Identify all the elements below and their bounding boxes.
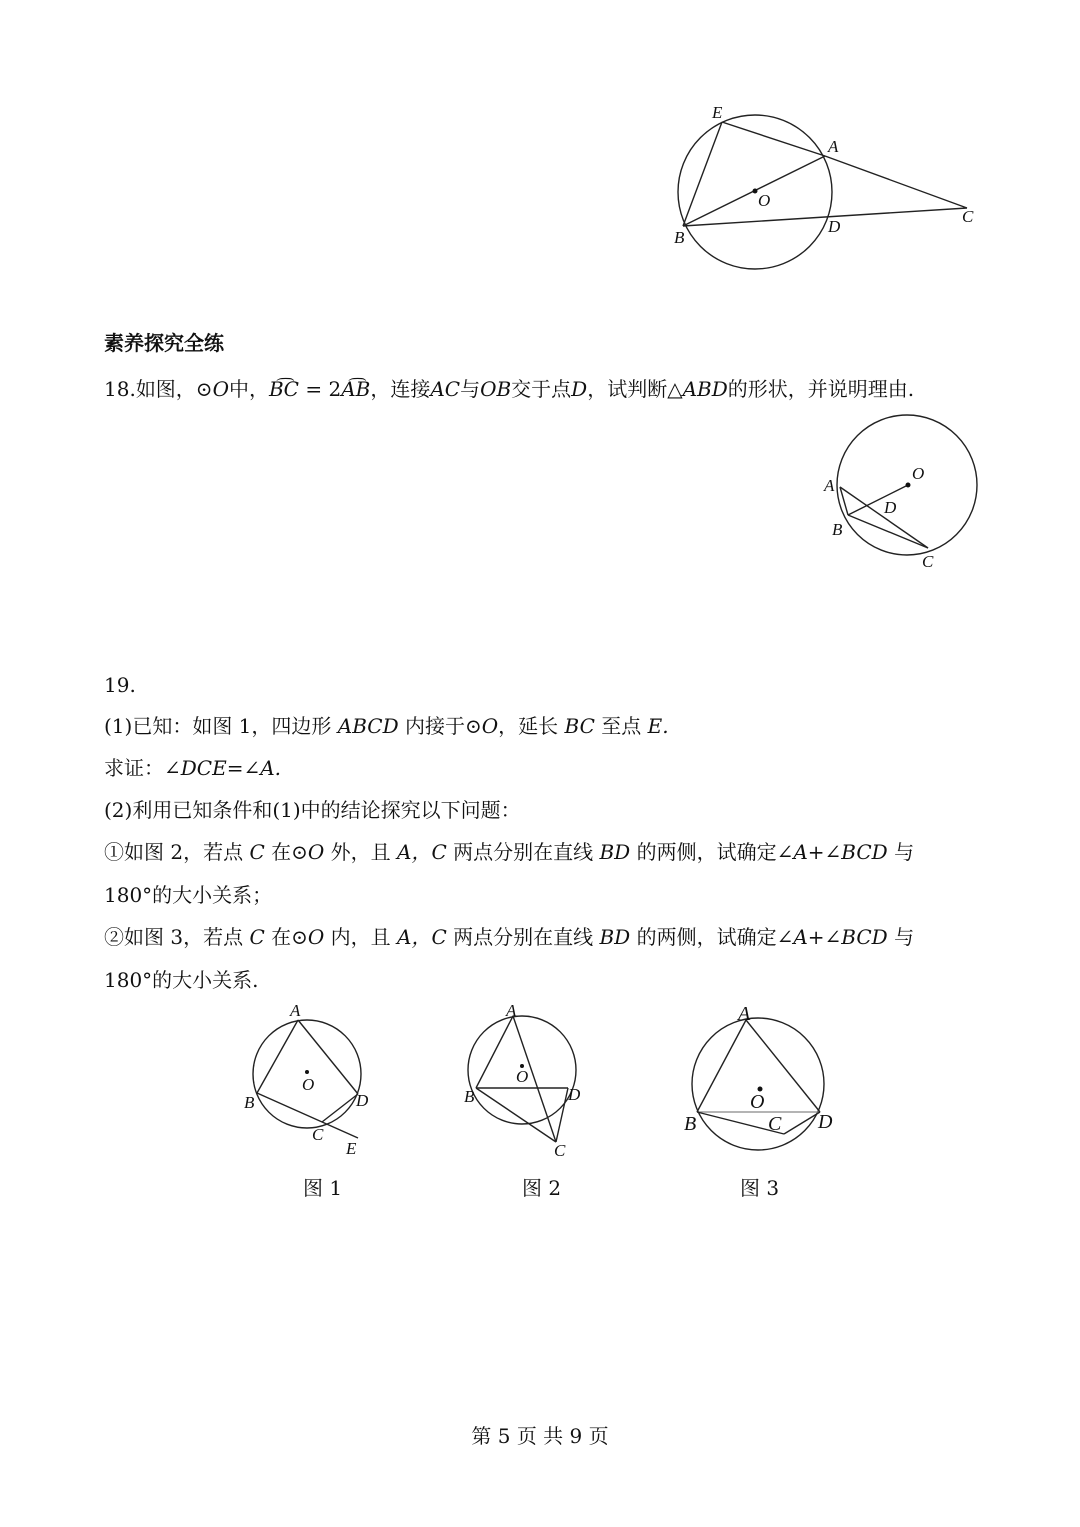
segment-ab xyxy=(257,1020,298,1093)
segment-bc xyxy=(476,1088,556,1142)
label-b: B xyxy=(244,1093,255,1112)
q19-number: 19. xyxy=(104,673,136,697)
label-o: O xyxy=(302,1075,315,1094)
label-b: B xyxy=(684,1113,697,1135)
q18-ac: AC xyxy=(430,377,461,401)
q19-case1-ac: A，C xyxy=(397,840,447,864)
section-title: 素养探究全练 xyxy=(104,331,224,355)
q19-case1-line2: 180°的大小关系； xyxy=(104,883,273,907)
q18-number: 18. xyxy=(104,377,136,401)
q19-case1-text-e: 两点分别在直线 xyxy=(446,840,600,864)
segment-ea xyxy=(722,122,825,156)
label-c: C xyxy=(922,552,934,571)
q19-proof xyxy=(104,753,281,783)
label-e: E xyxy=(712,103,723,122)
q19-case2-ac: A，C xyxy=(397,925,447,949)
q19-part1 xyxy=(104,711,669,741)
q19-case1-text-b: 在⊙ xyxy=(264,840,308,864)
q19-case1-expr: A+∠BCD xyxy=(793,840,888,864)
q18-text-3: = 2 xyxy=(298,377,342,401)
center-point xyxy=(753,189,758,194)
segment-dc xyxy=(322,1094,358,1122)
q18-text-1: 如图，⊙ xyxy=(135,377,213,401)
q19-part1-text-d: 至点 xyxy=(594,714,648,738)
label-a: A xyxy=(506,1001,517,1020)
label-a: A xyxy=(290,1001,301,1020)
center-point xyxy=(906,483,911,488)
segment-ab xyxy=(697,1020,746,1112)
label-a: A xyxy=(738,1003,751,1025)
label-a: A xyxy=(828,137,839,156)
q18-d: D xyxy=(571,377,588,401)
figure-2-caption: 图 2 xyxy=(522,1176,562,1200)
label-c: C xyxy=(554,1141,566,1160)
label-e: E xyxy=(346,1139,357,1158)
q19-case1-bd: BD xyxy=(599,840,631,864)
q18-ob: OB xyxy=(480,377,512,401)
label-b: B xyxy=(464,1087,475,1106)
q18-text-8: 的形状，并说明理由. xyxy=(727,377,915,401)
q19-case1 xyxy=(104,837,914,867)
q19-case2-bd: BD xyxy=(599,925,631,949)
q19-part1-text-a: (1)已知：如图 1，四边形 xyxy=(104,714,338,738)
q19-case2-c: C xyxy=(249,925,265,949)
label-o: O xyxy=(750,1091,765,1113)
label-d: D xyxy=(568,1085,581,1104)
figure-3 xyxy=(680,1000,840,1160)
center-point xyxy=(305,1070,309,1074)
segment-ab xyxy=(476,1016,513,1088)
q19-case1-c: C xyxy=(249,840,265,864)
label-d: D xyxy=(356,1091,369,1110)
segment-dc xyxy=(784,1112,820,1134)
q19-case2-text-b: 在⊙ xyxy=(264,925,308,949)
q19-case2-text-e: 两点分别在直线 xyxy=(446,925,600,949)
q19-part1-text-b: 内接于⊙ xyxy=(398,714,482,738)
q19-case2-text-d: 内，且 xyxy=(324,925,398,949)
page-footer: 第 5 页 共 9 页 xyxy=(471,1424,609,1448)
q18-text-2: 中， xyxy=(228,377,269,401)
q18-text-7: ，试判断△ xyxy=(587,377,683,401)
q18-text-6: 交于点 xyxy=(511,377,572,401)
q19-bc: BC xyxy=(564,714,595,738)
q19-case2-text-a: ②如图 3，若点 xyxy=(104,925,250,949)
q18-text-5: 与 xyxy=(460,377,481,401)
q18-text-4: ，连接 xyxy=(370,377,431,401)
label-o: O xyxy=(912,464,925,483)
label-d: D xyxy=(818,1111,833,1133)
label-d: D xyxy=(884,498,897,517)
q19-abcd: ABCD xyxy=(337,714,399,738)
q19-case2-text-f: 的两侧，试确定∠ xyxy=(630,925,794,949)
segment-ac xyxy=(825,156,967,208)
label-o: O xyxy=(758,191,771,210)
q19-case1-o: O xyxy=(307,840,325,864)
figure-2 xyxy=(458,1000,598,1160)
q19-case2-o: O xyxy=(307,925,325,949)
label-d: D xyxy=(828,217,841,236)
label-b: B xyxy=(832,520,843,539)
q19-case2-text-g: 与 xyxy=(887,925,915,949)
q19-proof-text-b: =∠ xyxy=(226,756,261,780)
figure-3-caption: 图 3 xyxy=(740,1176,780,1200)
top-circle-figure xyxy=(670,100,990,280)
q19-o: O xyxy=(481,714,499,738)
q19-case1-text-f: 的两侧，试确定∠ xyxy=(630,840,794,864)
q19-case1-text-a: ①如图 2，若点 xyxy=(104,840,250,864)
q19-case2-line2: 180°的大小关系. xyxy=(104,968,259,992)
label-c: C xyxy=(962,207,974,226)
q18-arc-bc: B͡C xyxy=(268,377,299,401)
q19-proof-text-a: 求证：∠ xyxy=(104,756,181,780)
q19-case1-text-g: 与 xyxy=(887,840,915,864)
q18-o: O xyxy=(212,377,229,401)
label-b: B xyxy=(674,228,685,247)
q18-abd: ABD xyxy=(682,377,728,401)
figure-1-caption: 图 1 xyxy=(303,1176,343,1200)
figure-1 xyxy=(240,1000,380,1160)
segment-bo xyxy=(848,485,908,515)
q19-proof-a: A. xyxy=(260,756,282,780)
q19-part1-text-c: ，延长 xyxy=(498,714,565,738)
label-c: C xyxy=(312,1125,324,1144)
q19-case2 xyxy=(104,922,914,952)
question-18 xyxy=(104,374,914,404)
q19-case2-expr: A+∠BCD xyxy=(793,925,888,949)
q18-circle-figure xyxy=(820,415,990,575)
label-o: O xyxy=(516,1067,529,1086)
label-c: C xyxy=(768,1113,782,1135)
q19-part2: (2)利用已知条件和(1)中的结论探究以下问题： xyxy=(104,798,521,822)
q19-case1-text-d: 外，且 xyxy=(324,840,398,864)
q19-e: E. xyxy=(647,714,669,738)
q19-dce: DCE xyxy=(180,756,227,780)
label-a: A xyxy=(824,476,835,495)
q18-arc-ab: A͡B xyxy=(341,377,371,401)
segment-dc xyxy=(556,1088,568,1142)
